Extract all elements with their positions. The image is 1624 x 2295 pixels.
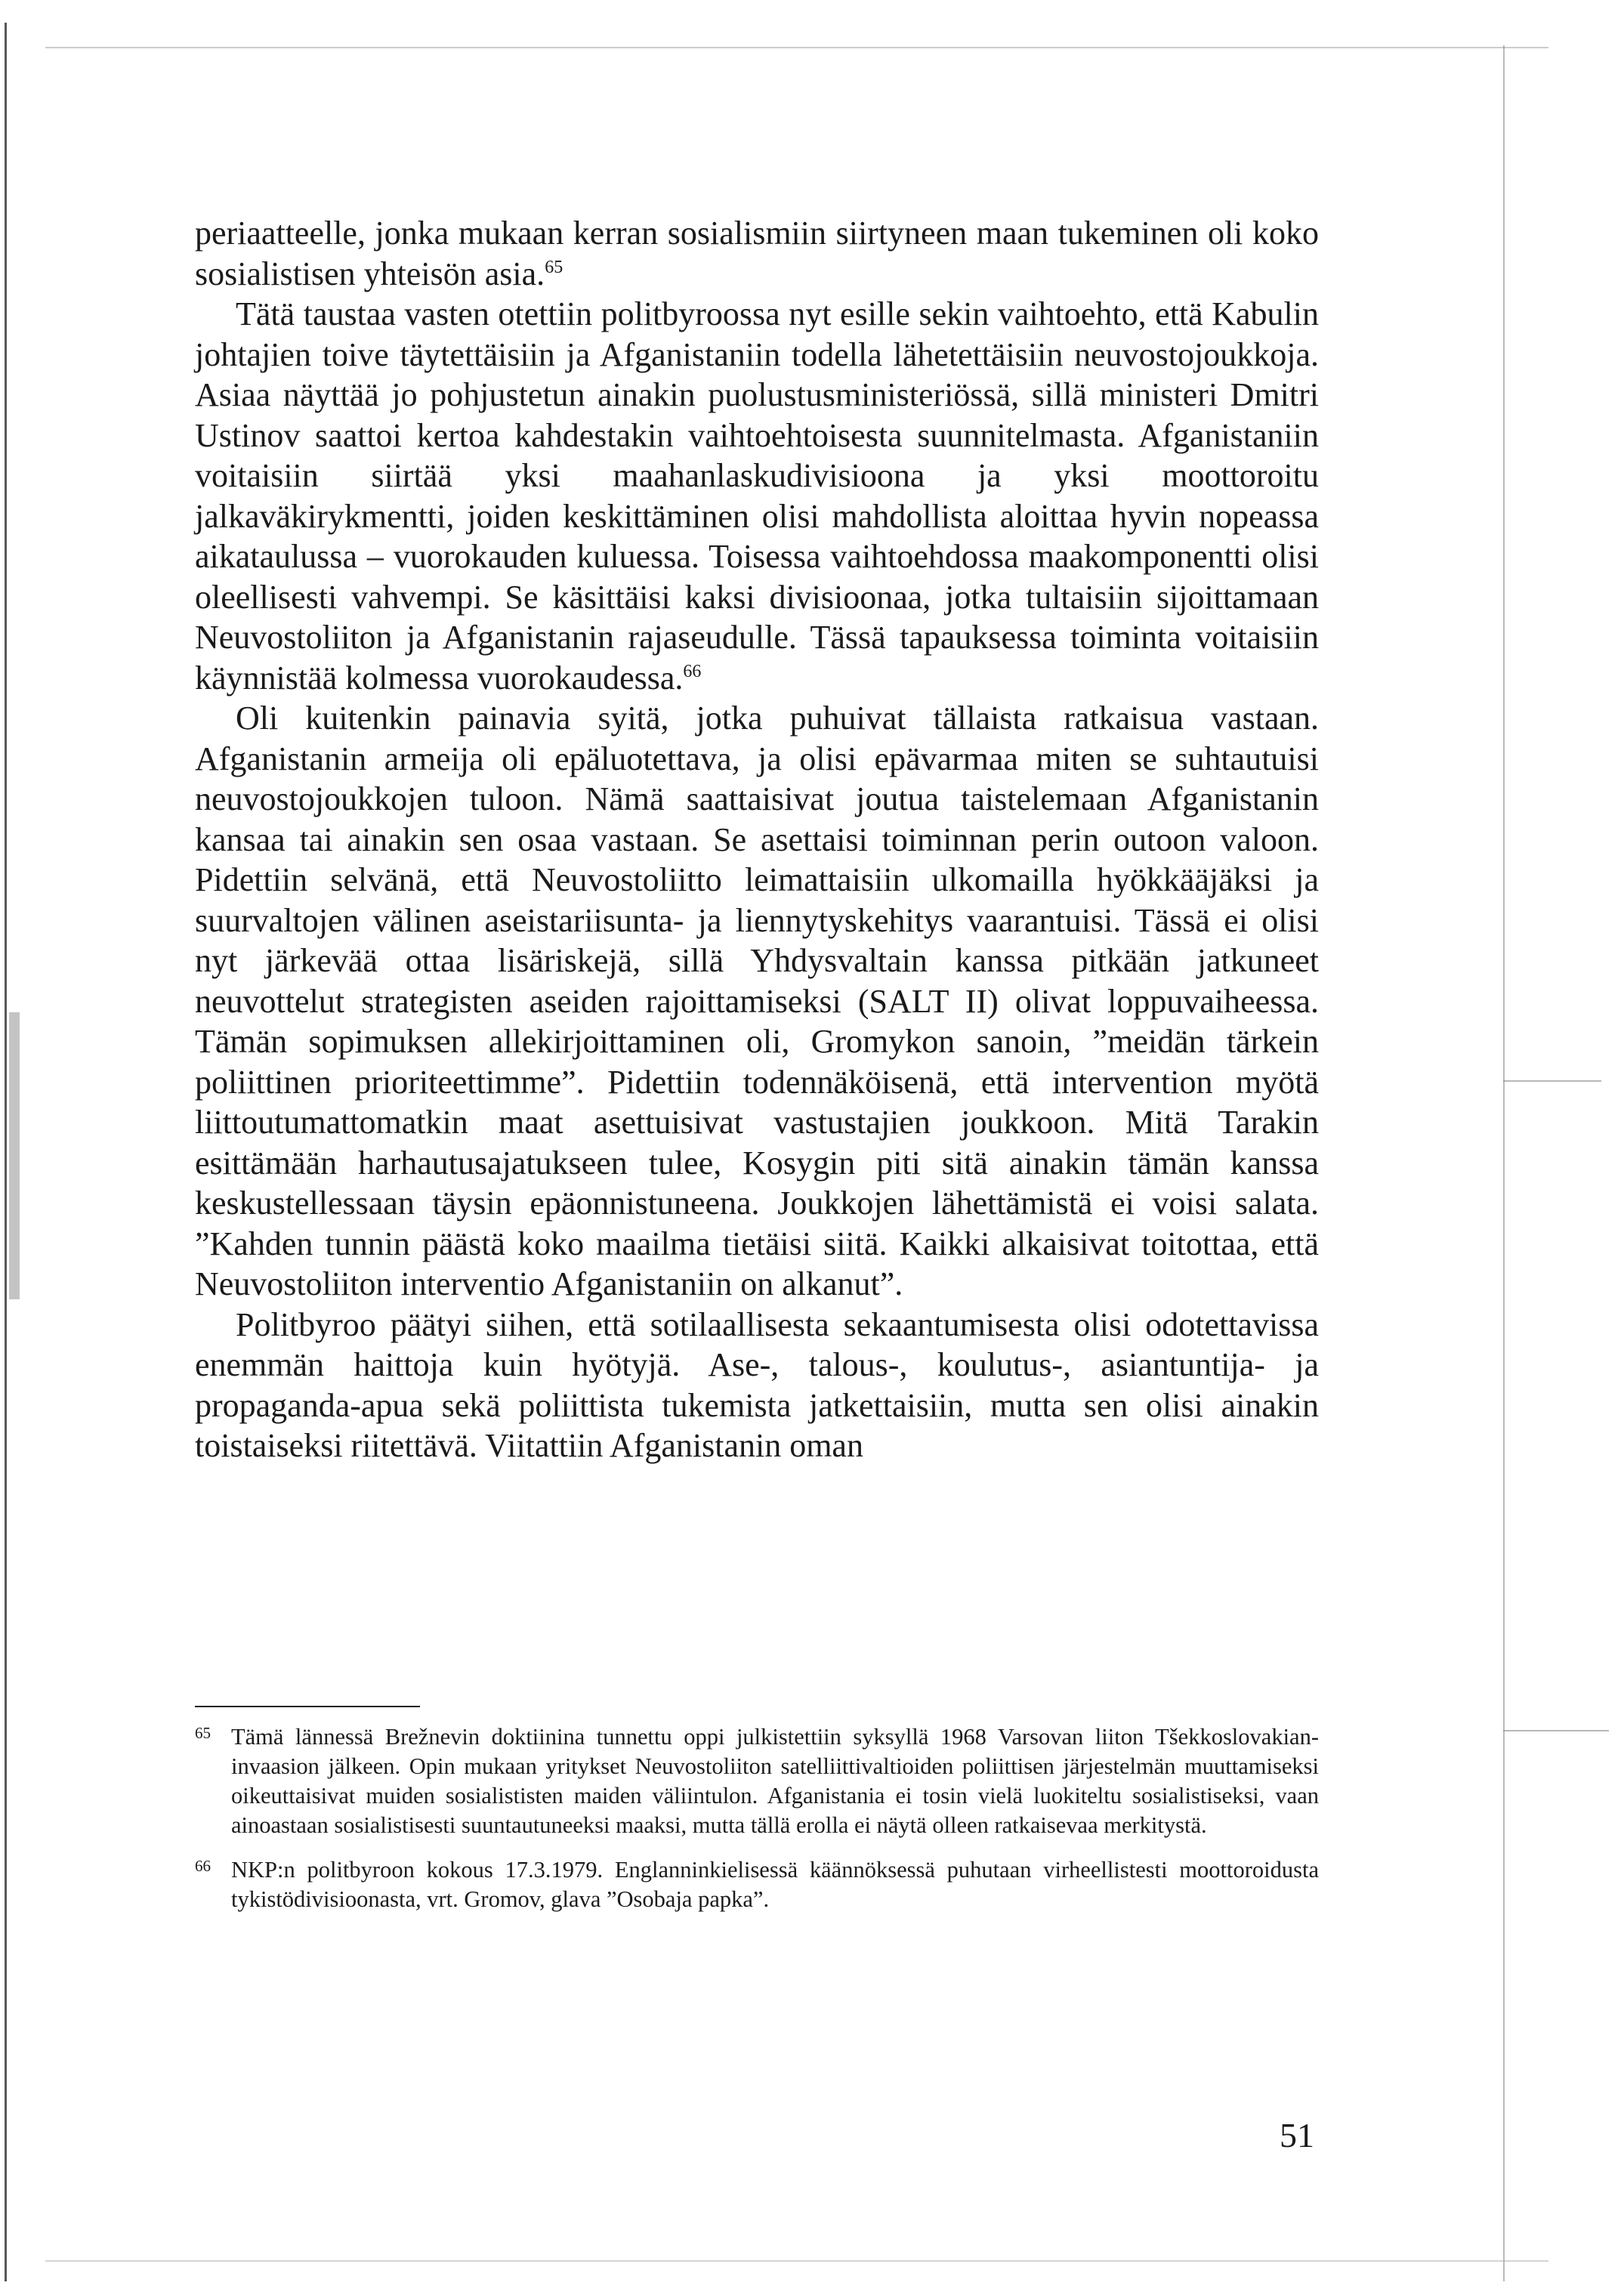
footnote (195, 1855, 1319, 1914)
paragraph (195, 294, 1319, 698)
paragraph-text: Oli kuitenkin painavia syitä, jotka puhuivat tällaista ratkaisua vastaan. Afganistanin armeija oli epäluotettava, ja olisi epävarmaa miten se suhtautuisi neuvostojoukkojen tuloon. Nämä saattaisivat joutua taistelemaan Afganistanin kansaa tai ainakin sen osaa vastaan. Se asettaisi toiminnan perin outoon valoon. Pidettiin selvänä, että Neuvostoliitto leimattaisiin ulkomailla hyökkääjäksi ja suurvaltojen välinen aseistariisunta- ja liennytyskehitys vaarantuisi. Tässä ei olisi nyt järkevää ottaa lisäriskejä, sillä Yhdysvaltain kanssa pitkään jatkuneet neuvottelut strategisten aseiden rajoittamiseksi (SALT II) olivat loppuvaiheessa. Tämän sopimuksen allekirjoittaminen oli, Gromykon sanoin, ”meidän tärkein poliittinen prioriteettimme”. Pidettiin todennäköisenä, että intervention myötä liittoutumattomatkin maat asettuisivat vastustajien joukkoon. Mitä Tarakin esittämään harhautusajatukseen tulee, Kosygin piti sitä ainakin tämän kanssa keskustellessaan täysin epäonnistuneena. Joukkojen lähettämistä ei voisi salata. ”Kahden tunnin päästä koko maailma tietäisi siitä. Kaikki alkaisivat toitottaa, että Neuvostoliiton interventio Afganistaniin on alkanut”. (195, 700, 1319, 1302)
scan-edge-right (1503, 45, 1505, 2281)
footnotes (195, 1722, 1319, 1929)
paragraph (195, 698, 1319, 1305)
footnote-ref[interactable]: 66 (683, 661, 702, 681)
scan-edge-bottom (45, 2260, 1548, 2262)
paragraph-text: periaatteelle, jonka mukaan kerran sosialismiin siirtyneen maan tukeminen oli koko sosialistisen yhteisön asia. (195, 215, 1319, 292)
page-number: 51 (1280, 2116, 1314, 2154)
footnote-number: 66 (195, 1857, 211, 1875)
footnote-text: NKP:n politbyroon kokous 17.3.1979. Englanninkielisessä käännöksessä puhutaan virheellistesti moottoroidusta tykistödivisioonasta, vrt. Gromov, glava ”Osobaja papka”. (231, 1857, 1319, 1912)
footnote-text: Tämä lännessä Brežnevin doktiinina tunnettu oppi julkistettiin syksyllä 1968 Varsovan liiton Tšekkoslovakian-invaasion jälkeen. Opin mukaan yritykset Neuvostoliiton satelliittivaltioiden poliittisen järjestelmän muuttamiseksi oikeuttaisivat muiden sosialististen maiden väliintulon. Afganistania ei tosin vielä luokiteltu sosialistiseksi, vaan ainoastaan sosialistisesti suuntautuneeksi maaksi, mutta tällä erolla ei näytä olleen ratkaisevaa merkitystä. (231, 1724, 1319, 1838)
scan-edge-top (45, 47, 1548, 48)
scan-speckle (9, 1012, 20, 1299)
footnote-number: 65 (195, 1724, 211, 1742)
main-text (195, 213, 1319, 1466)
paragraph-text: Politbyroo päätyi siihen, että sotilaallisesta sekaantumisesta olisi odotettavissa enemmän haittoja kuin hyötyjä. Ase-, talous-, koulutus-, asiantuntija- ja propaganda-apua sekä poliittista tukemista jatkettaisiin, mutta sen olisi ainakin toistaiseksi riitettävä. Viitattiin Afganistanin oman (195, 1305, 1319, 1464)
footnote-separator (195, 1706, 420, 1707)
footnote (195, 1722, 1319, 1840)
paragraph (195, 213, 1319, 294)
footnote-ref[interactable]: 65 (545, 257, 563, 277)
paragraph (195, 1305, 1319, 1466)
paragraph-text: Tätä taustaa vasten otettiin politbyroossa nyt esille sekin vaihtoehto, että Kabulin johtajien toive täytettäisiin ja Afganistaniin todella lähetettäisiin neuvostojoukkoja. Asiaa näyttää jo pohjustetun ainakin puolustusministeriössä, sillä ministeri Dmitri Ustinov saattoi kertoa kahdestakin vaihtoehtoisesta suunnitelmasta. Afganistaniin voitaisiin siirtää yksi maahanlaskudivisioona ja yksi moottoroitu jalkaväkirykmentti, joiden keskittäminen olisi mahdollista aloittaa hyvin nopeassa aikataulussa – vuorokauden kuluessa. Toisessa vaihtoehdossa maakomponentti olisi oleellisesti vahvempi. Se käsittäisi kaksi divisioonaa, jotka tultaisiin sijoittamaan Neuvostoliiton ja Afganistanin rajaseudulle. Tässä tapauksessa toiminta voitaisiin käynnistää kolmessa vuorokaudessa. (195, 295, 1319, 697)
scan-edge-left (5, 23, 7, 2281)
margin-tick (1503, 1730, 1609, 1731)
margin-tick (1503, 1080, 1601, 1082)
